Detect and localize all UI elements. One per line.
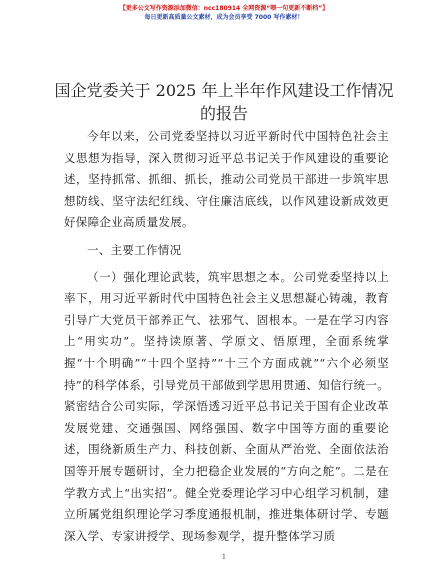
title-line-1: 国企党委关于 2025 年上半年作风建设工作情况 bbox=[54, 81, 394, 100]
banner-line-blue: 每日更新高质量公文素材，成为会员享受 7000 写作素材！ bbox=[144, 14, 304, 21]
document-body bbox=[64, 126, 389, 547]
resource-banner bbox=[0, 4, 448, 22]
section-heading: 一、主要工作情况 bbox=[87, 242, 182, 257]
intro-paragraph: 今年以来，公司党委坚持以习近平新时代中国特色社会主义思想为指导，深入贯彻习近平总书记关于作风建设的重要论述，坚持抓常、抓细、抓长，推动公司党员干部进一步筑牢思想防线、坚守法纪红线、守住廉洁底线，以作风建设新成效更好保障企业高质量发展。 bbox=[64, 129, 389, 230]
body-paragraph: （一）强化理论武装，筑牢思想之本。公司党委坚持以上率下，用习近平新时代中国特色社会主义思想凝心铸魂，教育引导广大党员干部养正气、祛邪气、固根本。一是在学习内容上“用实功”。坚持读原著、学原文、悟原理，全面系统掌握“十个明确”“十四个坚持”“十三个方面成就”“六个必须坚持”的科学体系，引导党员干部做到学思用贯通、知信行统一。紧密结合公司实际，学深悟透习近平总书记关于国有企业改革发展党建、交通强国、网络强国、数字中国等方面的重要论述，围绕新质生产力、科技创新、全面从严治党、全面依法治国等开展专题研讨，全力把稳企业发展的“方向之舵”。二是在学教方式上“出实招”。健全党委理论学习中心组学习机制，建立所属党组织理论学习季度通报机制，推进集体研讨学、专题深入学、专家讲授学、现场参观学，提升整体学习质 bbox=[64, 269, 389, 543]
banner-line-red: 【更多公文写作资源添加微信：ncc180914 全网资源“喂一句更新不断档”】 bbox=[119, 5, 329, 12]
title-line-2: 的报告 bbox=[199, 104, 248, 123]
document-title bbox=[0, 79, 448, 125]
page-number: 1 bbox=[221, 553, 227, 561]
